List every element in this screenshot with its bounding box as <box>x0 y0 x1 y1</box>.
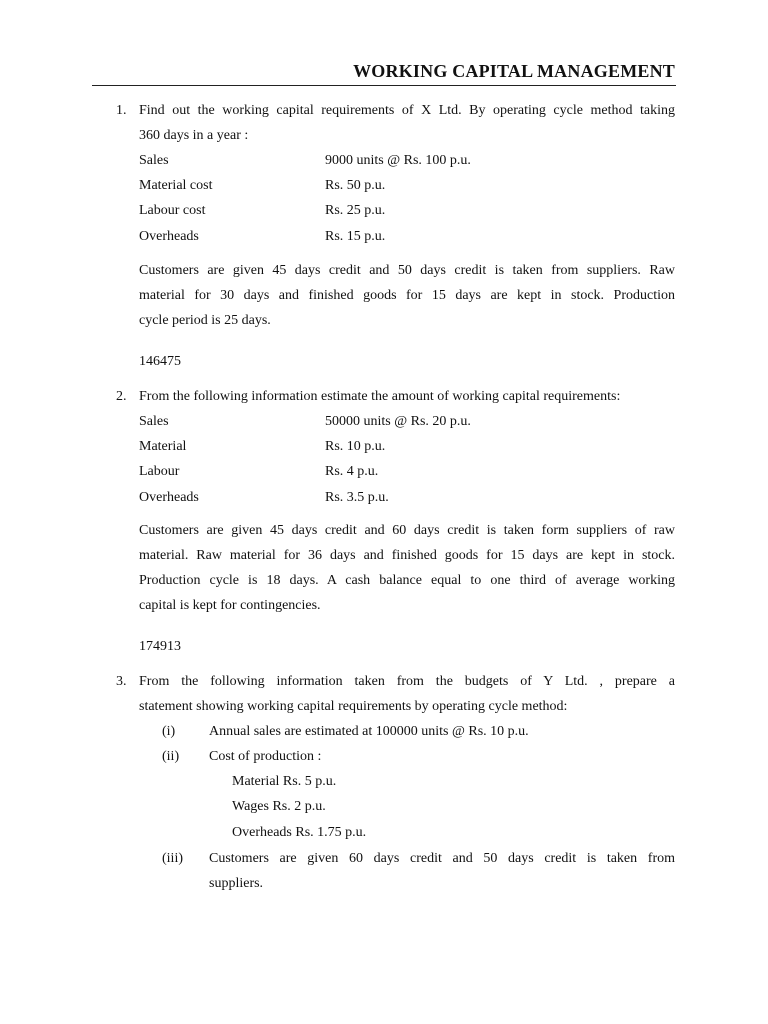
q1-row-value: 9000 units @ Rs. 100 p.u. <box>325 153 471 168</box>
q1-row-label: Sales <box>139 153 169 168</box>
q3-item-number: (i) <box>162 724 176 739</box>
q3-item-number: (ii) <box>162 749 180 764</box>
q2-paragraph-line: Customers are given 45 days credit and 60 days credit is taken form suppliers of raw <box>139 523 675 538</box>
page-title: WORKING CAPITAL MANAGEMENT <box>353 61 675 81</box>
q3-item-text: Cost of production : <box>209 749 322 764</box>
question-2-number: 2. <box>116 389 127 404</box>
question-1-number: 1. <box>116 103 127 118</box>
q2-paragraph-line: capital is kept for contingencies. <box>139 598 321 613</box>
q2-row-value: 50000 units @ Rs. 20 p.u. <box>325 414 471 429</box>
question-3-number: 3. <box>116 674 127 689</box>
q3-item-text: Customers are given 60 days credit and 50 days credit is taken from <box>209 851 675 866</box>
q1-row-label: Overheads <box>139 229 199 244</box>
question-1-intro-line: 360 days in a year : <box>139 128 249 143</box>
q2-row-label: Material <box>139 439 187 454</box>
q2-row-label: Labour <box>139 464 180 479</box>
question-3-intro-line: From the following information taken from the budgets of Y Ltd. , prepare a <box>139 674 675 689</box>
q1-row-label: Labour cost <box>139 203 206 218</box>
question-3-intro-line: statement showing working capital requirements by operating cycle method: <box>139 699 568 714</box>
q3-subitem: Overheads Rs. 1.75 p.u. <box>232 825 367 840</box>
q1-row-label: Material cost <box>139 178 213 193</box>
question-2-intro-line: From the following information estimate the amount of working capital requirements: <box>139 389 621 404</box>
q1-paragraph-line: cycle period is 25 days. <box>139 313 271 328</box>
q1-row-value: Rs. 25 p.u. <box>325 203 386 218</box>
q3-item-text: suppliers. <box>209 876 264 891</box>
q3-item-number: (iii) <box>162 851 183 866</box>
q2-paragraph-line: material. Raw material for 36 days and finished goods for 15 days are kept in stock. <box>139 548 675 563</box>
q2-row-label: Overheads <box>139 490 199 505</box>
q2-paragraph-line: Production cycle is 18 days. A cash balance equal to one third of average working <box>139 573 675 588</box>
q3-subitem: Material Rs. 5 p.u. <box>232 774 337 789</box>
q1-row-value: Rs. 50 p.u. <box>325 178 386 193</box>
q3-subitem: Wages Rs. 2 p.u. <box>232 799 326 814</box>
question-1-intro-line: Find out the working capital requirements of X Ltd. By operating cycle method taking <box>139 103 675 118</box>
q1-row-value: Rs. 15 p.u. <box>325 229 386 244</box>
header-divider <box>92 85 676 86</box>
q3-item-text: Annual sales are estimated at 100000 units @ Rs. 10 p.u. <box>209 724 529 739</box>
q1-answer: 146475 <box>139 354 181 369</box>
q2-row-value: Rs. 4 p.u. <box>325 464 379 479</box>
q2-answer: 174913 <box>139 639 181 654</box>
q2-row-value: Rs. 10 p.u. <box>325 439 386 454</box>
q1-paragraph-line: material for 30 days and finished goods for 15 days are kept in stock. Production <box>139 288 675 303</box>
q1-paragraph-line: Customers are given 45 days credit and 50 days credit is taken from suppliers. Raw <box>139 263 675 278</box>
q2-row-label: Sales <box>139 414 169 429</box>
q2-row-value: Rs. 3.5 p.u. <box>325 490 389 505</box>
